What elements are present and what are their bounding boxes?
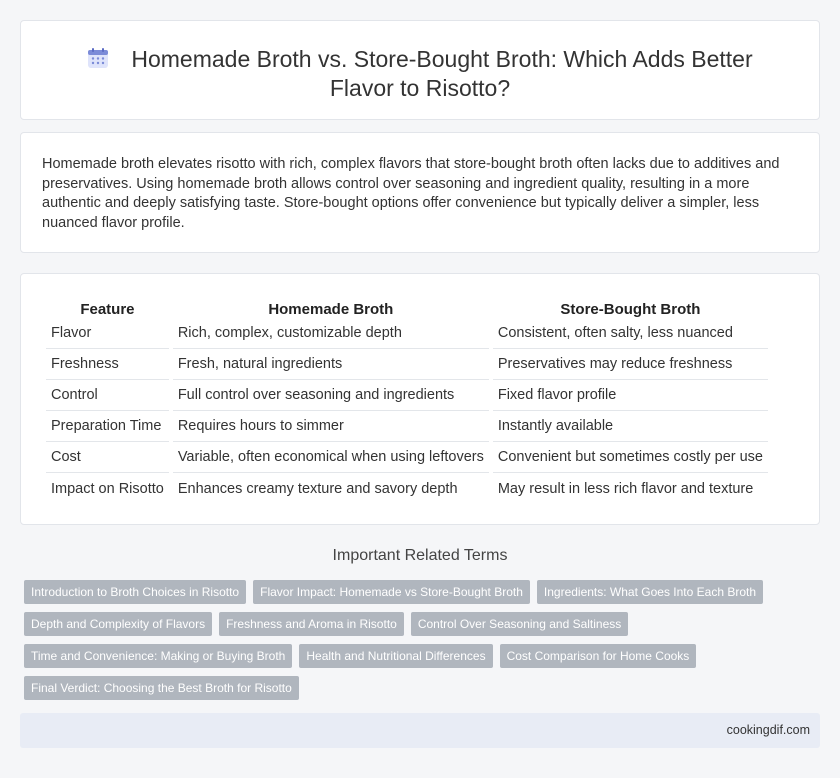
header-feature: Feature (80, 301, 135, 318)
calendar-icon (87, 47, 109, 69)
table-row (46, 349, 768, 380)
row-homemade: Requires hours to simmer (173, 411, 489, 442)
row-store-bought: Fixed flavor profile (493, 380, 768, 411)
row-store-bought: Consistent, often salty, less nuanced (493, 318, 768, 349)
related-tag[interactable]: Time and Convenience: Making or Buying Broth (24, 644, 292, 668)
related-tag[interactable]: Cost Comparison for Home Cooks (500, 644, 697, 668)
table-row (46, 411, 768, 442)
row-homemade: Variable, often economical when using leftovers (173, 442, 489, 473)
related-tag[interactable]: Introduction to Broth Choices in Risotto (24, 580, 246, 604)
intro-card (20, 132, 820, 253)
row-store-bought: Preservatives may reduce freshness (493, 349, 768, 380)
related-tag[interactable]: Depth and Complexity of Flavors (24, 612, 212, 636)
table-row (46, 318, 768, 349)
row-feature: Control (46, 380, 169, 411)
header-homemade: Homemade Broth (268, 301, 394, 318)
table-row (46, 380, 768, 411)
header-store-bought: Store-Bought Broth (560, 301, 701, 318)
row-store-bought: Convenient but sometimes costly per use (493, 442, 768, 473)
related-tag[interactable]: Health and Nutritional Differences (299, 644, 492, 668)
row-feature: Flavor (46, 318, 169, 349)
related-terms-tags (24, 580, 784, 700)
related-tag[interactable]: Freshness and Aroma in Risotto (219, 612, 404, 636)
related-terms-title: Important Related Terms (332, 547, 508, 564)
intro-text: Homemade broth elevates risotto with rich, complex flavors that store-bought broth often lacks due to additives and preservatives. Using homemade broth allows control over seasoning and ingredient quality, resulting in a more authentic and deeply satisfying taste. Store-bought options offer convenience but typically deliver a simpler, less nuanced flavor profile. (42, 156, 780, 231)
table-row (46, 473, 768, 504)
title-card (20, 20, 820, 120)
page-title-wrap (21, 45, 819, 103)
comparison-table-card (20, 273, 820, 525)
row-store-bought: May result in less rich flavor and texture (497, 480, 754, 497)
related-tag[interactable]: Flavor Impact: Homemade vs Store-Bought Broth (253, 580, 530, 604)
footer-site-link[interactable]: cookingdif.com (726, 723, 810, 737)
related-tag[interactable]: Ingredients: What Goes Into Each Broth (537, 580, 763, 604)
related-tag[interactable]: Final Verdict: Choosing the Best Broth for Risotto (24, 676, 299, 700)
row-homemade: Enhances creamy texture and savory depth (177, 480, 458, 497)
footer (20, 713, 820, 748)
related-tag[interactable]: Control Over Seasoning and Saltiness (411, 612, 628, 636)
row-store-bought: Instantly available (493, 411, 768, 442)
row-feature: Cost (46, 442, 169, 473)
table-row (46, 442, 768, 473)
row-feature: Freshness (46, 349, 169, 380)
row-feature: Preparation Time (46, 411, 169, 442)
comparison-table (42, 296, 772, 504)
row-homemade: Full control over seasoning and ingredients (173, 380, 489, 411)
table-header-row (46, 296, 768, 318)
row-homemade: Fresh, natural ingredients (173, 349, 489, 380)
row-feature: Impact on Risotto (51, 480, 164, 497)
page-title: Homemade Broth vs. Store-Bought Broth: Which Adds Better Flavor to Risotto? (131, 46, 753, 101)
row-homemade: Rich, complex, customizable depth (173, 318, 489, 349)
